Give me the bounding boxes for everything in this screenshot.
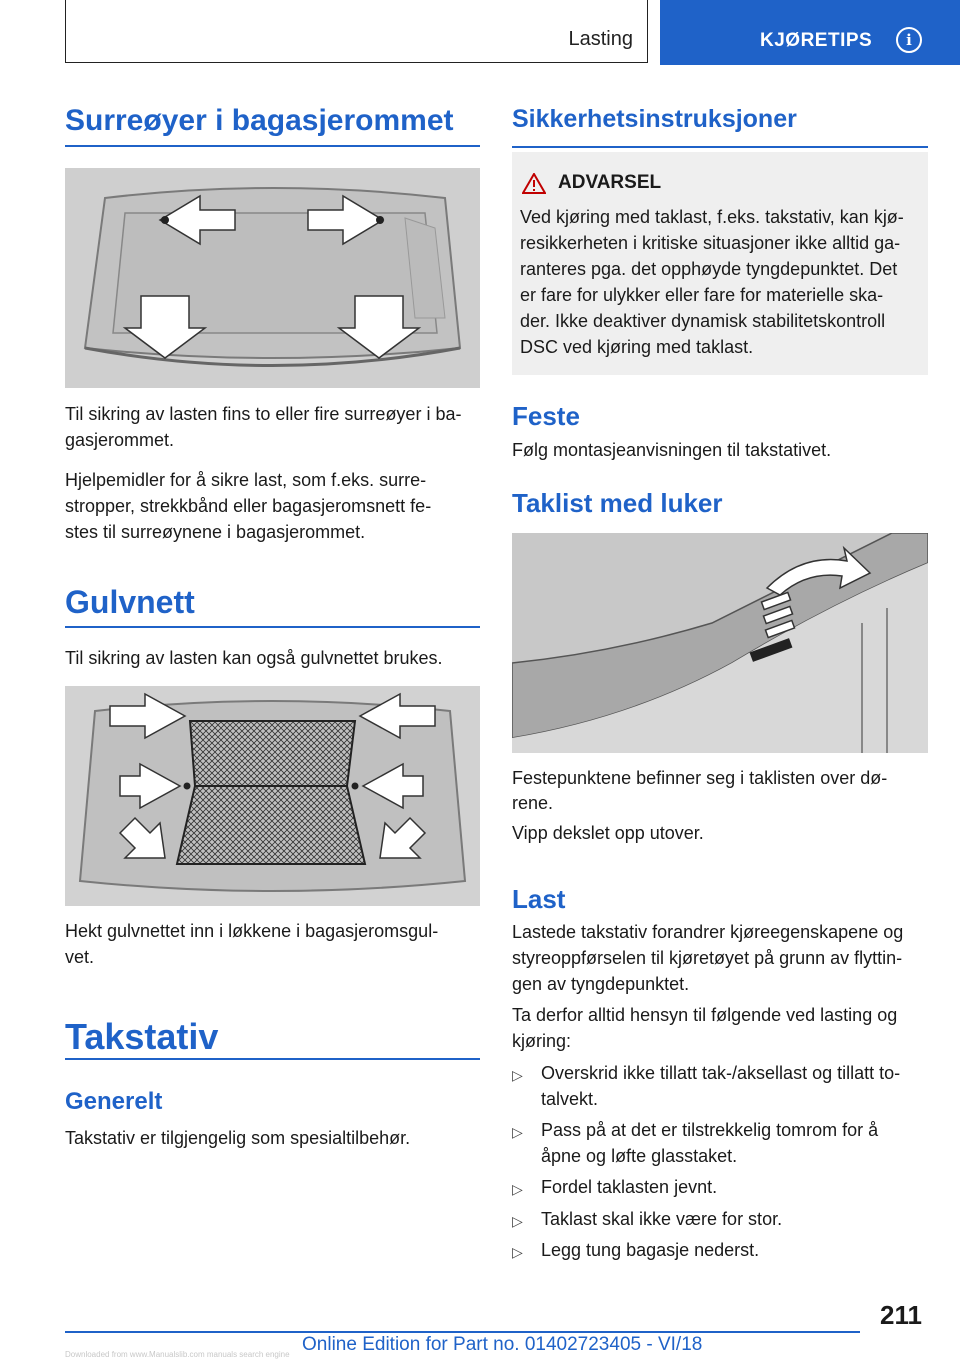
bullet-text: Pass på at det er tilstrekkelig tomrom for å [541, 1120, 879, 1140]
header-chapter-tab[interactable] [660, 0, 960, 65]
illustration-trunk-lashing-eyes [65, 168, 480, 388]
warning-line: Ved kjøring med taklast, f.eks. takstativ, kan kjø- [520, 207, 904, 227]
warning-box [512, 152, 928, 375]
paragraph-last-1b: styreoppførselen til kjøretøyet på grunn av flyttin- [512, 948, 903, 968]
info-icon[interactable]: i [896, 27, 922, 53]
warning-line: DSC ved kjøring med taklast. [520, 337, 754, 357]
footer-edition: Online Edition for Part no. 01402723405 - VI/18 [302, 1334, 703, 1355]
header-section-box [65, 0, 648, 63]
bullet-triangle-icon: ▷ [512, 1124, 523, 1140]
heading-rule [65, 1058, 480, 1060]
bullet-triangle-icon: ▷ [512, 1181, 523, 1197]
bullet-text: Fordel taklasten jevnt. [541, 1177, 718, 1197]
paragraph-surre-2a: Hjelpemidler for å sikre last, som f.eks. surre- [65, 470, 427, 490]
page-number: 211 [880, 1300, 922, 1330]
bullet-text: Taklast skal ikke være for stor. [541, 1209, 783, 1229]
heading-takstativ: Takstativ [65, 1016, 219, 1057]
bullet-text: talvekt. [541, 1089, 599, 1109]
paragraph-feste: Følg montasjeanvisningen til takstativet. [512, 440, 832, 460]
warning-line: ranteres pga. det opphøyde tyngdepunktet. Det [520, 259, 898, 279]
paragraph-gulvnett-2a: Hekt gulvnettet inn i løkkene i bagasjeromsgul- [65, 921, 439, 941]
warning-line: resikkerheten i kritiske situasjoner ikke alltid ga- [520, 233, 901, 253]
illustration-floor-net [65, 686, 480, 906]
warning-triangle-icon [522, 173, 546, 194]
illustration-roof-rail-cover [512, 533, 928, 753]
heading-feste: Feste [512, 401, 580, 431]
paragraph-last-2a: Ta derfor alltid hensyn til følgende ved lasting og [512, 1005, 898, 1025]
heading-last: Last [512, 884, 566, 914]
heading-rule [65, 145, 480, 147]
heading-rule [512, 146, 928, 148]
bullet-triangle-icon: ▷ [512, 1213, 523, 1229]
paragraph-gulvnett-1: Til sikring av lasten kan også gulvnettet brukes. [65, 648, 443, 668]
warning-line: er fare for ulykker eller fare for materielle ska- [520, 285, 884, 305]
paragraph-surre-2c: stes til surreøynene i bagasjerommet. [65, 522, 366, 542]
header-section-label: Lasting [568, 28, 633, 50]
heading-taklist: Taklist med luker [512, 488, 723, 518]
heading-gulvnett: Gulvnett [65, 584, 195, 620]
paragraph-surre-1b: gasjerommet. [65, 430, 175, 450]
bullet-text: Legg tung bagasje nederst. [541, 1240, 760, 1260]
header-chapter-label: KJØRETIPS [760, 30, 873, 51]
paragraph-taklist-1b: rene. [512, 793, 554, 813]
footer-rule [65, 1331, 860, 1333]
footer-watermark: Downloaded from www.Manualslib.com manuals search engine [65, 1350, 290, 1359]
paragraph-taklist-2: Vipp dekslet opp utover. [512, 823, 704, 843]
paragraph-gulvnett-2b: vet. [65, 947, 95, 967]
paragraph-last-1a: Lastede takstativ forandrer kjøreegenskapene og [512, 922, 904, 942]
paragraph-last-1c: gen av tyngdepunktet. [512, 974, 690, 994]
heading-rule [65, 626, 480, 628]
paragraph-generelt: Takstativ er tilgjengelig som spesialtilbehør. [65, 1128, 411, 1148]
warning-line: der. Ikke deaktiver dynamisk stabilitetskontroll [520, 311, 886, 331]
bullet-triangle-icon: ▷ [512, 1067, 523, 1083]
heading-generelt: Generelt [65, 1088, 163, 1115]
heading-surreoyer: Surreøyer i bagasjerommet [65, 104, 454, 137]
paragraph-surre-2b: stropper, strekkbånd eller bagasjeromsnett fe- [65, 496, 432, 516]
bullet-text: Overskrid ikke tillatt tak-/aksellast og tillatt to- [541, 1063, 901, 1083]
paragraph-surre-1a: Til sikring av lasten fins to eller fire surreøyer i ba- [65, 404, 462, 424]
paragraph-taklist-1a: Festepunktene befinner seg i taklisten over dø- [512, 768, 888, 788]
warning-title: ADVARSEL [558, 172, 662, 193]
bullet-triangle-icon: ▷ [512, 1244, 523, 1260]
paragraph-last-2b: kjøring: [512, 1031, 572, 1051]
heading-sikkerhetsinstruksjoner: Sikkerhetsinstruksjoner [512, 105, 797, 133]
bullet-text: åpne og løfte glasstaket. [541, 1146, 738, 1166]
